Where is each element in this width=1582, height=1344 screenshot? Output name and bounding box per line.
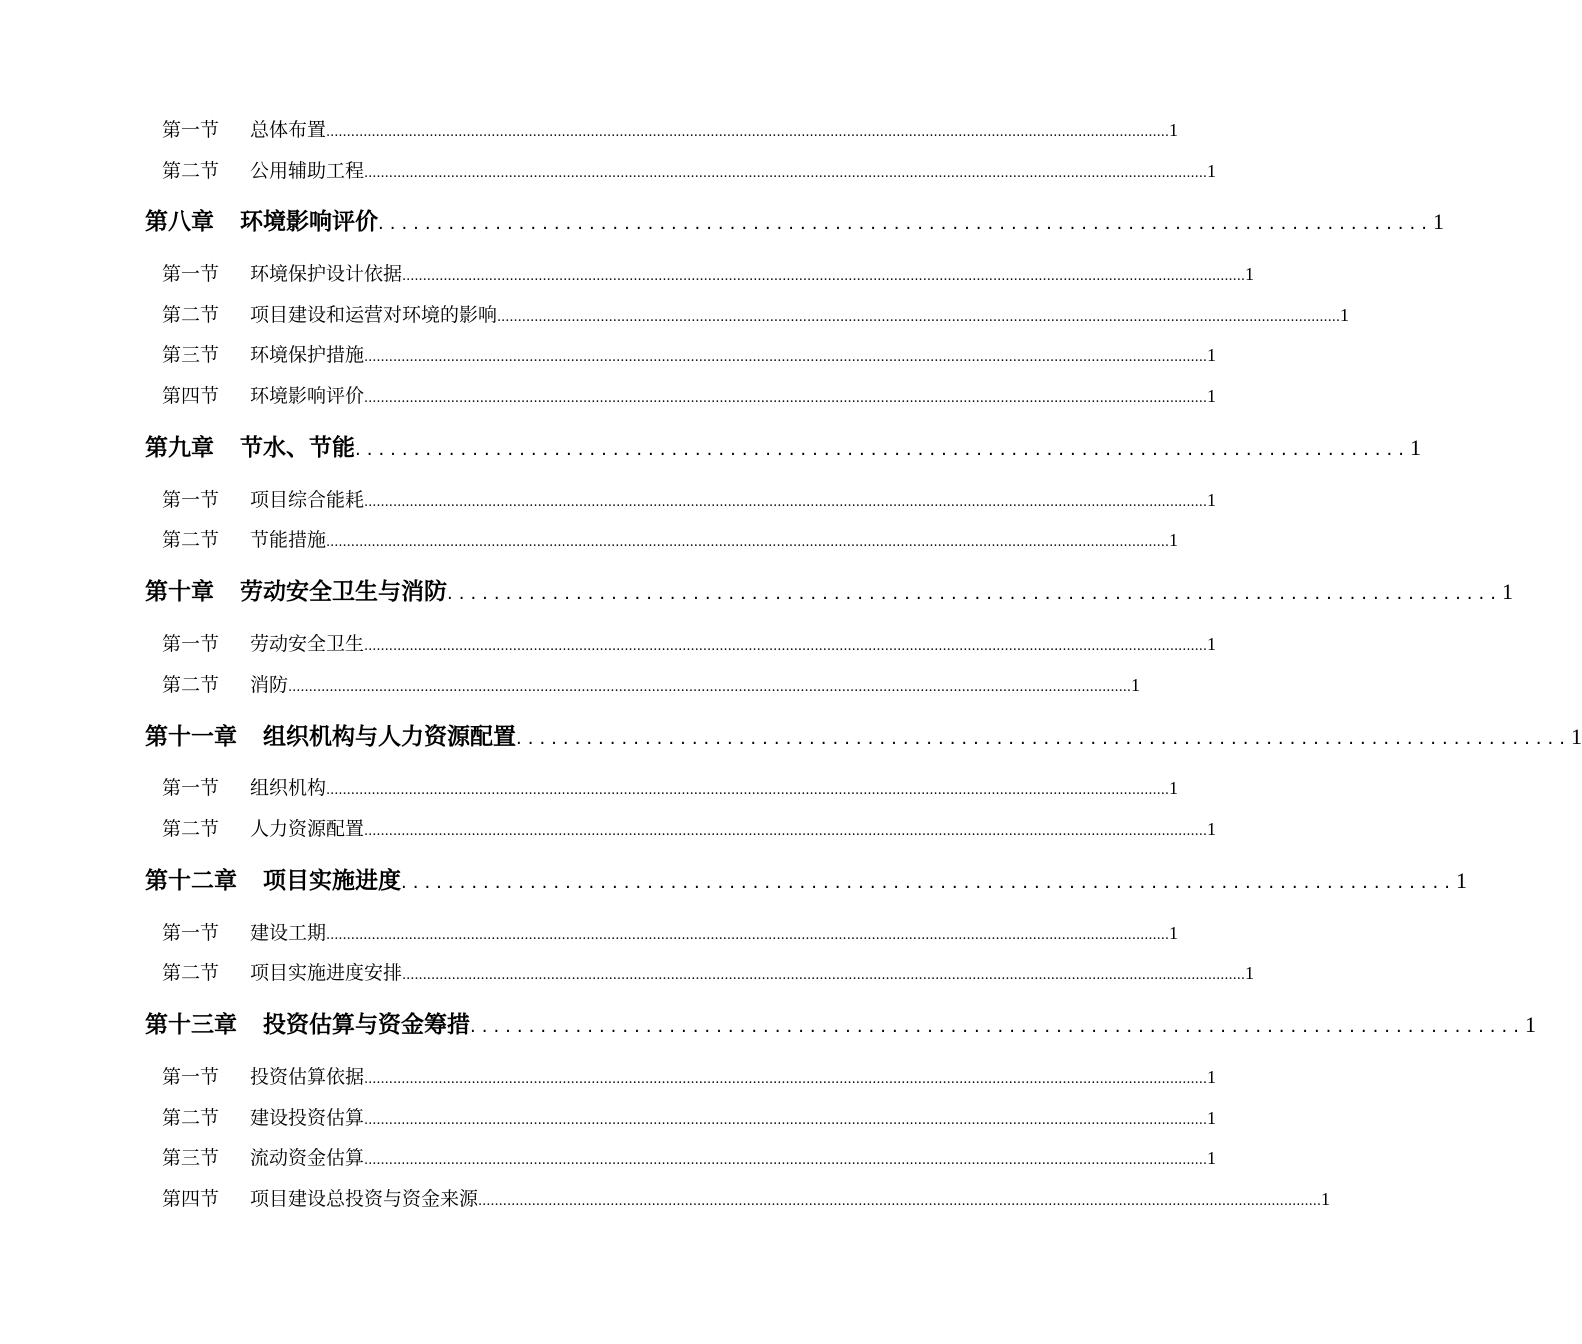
page-number: 1 <box>1207 819 1217 839</box>
dot-leader: .......................................................................................... <box>516 728 1571 749</box>
section-number: 第一节 <box>162 777 220 799</box>
chapter-number: 第十二章 <box>145 868 237 894</box>
section-title: 流动资金估算 <box>250 1147 365 1169</box>
dot-leader: ............................................................................................................................................................................................................ <box>326 783 1170 798</box>
dot-leader: ............................................................................................................................................................................................................ <box>364 639 1208 654</box>
dot-leader: ............................................................................................................................................................................................................ <box>364 1072 1208 1087</box>
section-number: 第二节 <box>162 818 220 840</box>
dot-leader: ............................................................................................................................................................................................................ <box>402 269 1246 284</box>
toc-chapter-entry[interactable] <box>145 1010 1536 1040</box>
section-number: 第四节 <box>162 1188 220 1210</box>
section-title: 人力资源配置 <box>250 818 365 840</box>
dot-leader: .......................................................................................... <box>447 583 1502 604</box>
toc-section-entry[interactable] <box>162 303 1350 327</box>
page-number: 1 <box>1207 1108 1217 1128</box>
dot-leader: ............................................................................................................................................................................................................ <box>326 928 1170 943</box>
page-number: 1 <box>1321 1189 1331 1209</box>
section-title: 项目综合能耗 <box>250 489 365 511</box>
toc-section-entry[interactable] <box>162 961 1255 985</box>
dot-leader: ............................................................................................................................................................................................................ <box>364 495 1208 510</box>
section-title: 消防 <box>250 674 289 696</box>
page-number: 1 <box>1131 675 1141 695</box>
dot-leader: ............................................................................................................................................................................................................ <box>402 968 1246 983</box>
page-number: 1 <box>1207 386 1217 406</box>
section-title: 劳动安全卫生 <box>250 633 365 655</box>
chapter-title: 投资估算与资金筹措 <box>263 1012 470 1038</box>
toc-section-entry[interactable] <box>162 1106 1217 1130</box>
section-title: 投资估算依据 <box>250 1066 365 1088</box>
page-number: 1 <box>1207 490 1217 510</box>
page-number: 1 <box>1169 120 1179 140</box>
section-title: 环境影响评价 <box>250 385 365 407</box>
dot-leader: ............................................................................................................................................................................................................ <box>364 391 1208 406</box>
page-number: 1 <box>1409 435 1421 460</box>
toc-section-entry[interactable] <box>162 776 1179 800</box>
section-number: 第二节 <box>162 304 220 326</box>
chapter-number: 第十三章 <box>145 1012 237 1038</box>
chapter-title: 节水、节能 <box>240 435 355 461</box>
section-title: 项目建设和运营对环境的影响 <box>250 304 498 326</box>
dot-leader: .......................................................................................... <box>378 213 1433 234</box>
dot-leader: .......................................................................................... <box>355 439 1410 460</box>
dot-leader: .......................................................................................... <box>470 1016 1525 1037</box>
toc-section-entry[interactable] <box>162 1187 1331 1211</box>
toc-section-entry[interactable] <box>162 488 1217 512</box>
toc-chapter-entry[interactable] <box>145 577 1513 607</box>
chapter-title: 组织机构与人力资源配置 <box>263 724 516 750</box>
page-number: 1 <box>1501 579 1513 604</box>
chapter-number: 第九章 <box>145 435 214 461</box>
section-title: 环境保护措施 <box>250 344 365 366</box>
dot-leader: ............................................................................................................................................................................................................ <box>288 680 1132 695</box>
section-number: 第二节 <box>162 160 220 182</box>
section-number: 第一节 <box>162 922 220 944</box>
toc-section-entry[interactable] <box>162 343 1217 367</box>
toc-section-entry[interactable] <box>162 632 1217 656</box>
page-number: 1 <box>1340 305 1350 325</box>
section-number: 第三节 <box>162 1147 220 1169</box>
section-title: 建设投资估算 <box>250 1107 365 1129</box>
toc-section-entry[interactable] <box>162 262 1255 286</box>
section-number: 第二节 <box>162 1107 220 1129</box>
page-number: 1 <box>1207 634 1217 654</box>
page-number: 1 <box>1207 1067 1217 1087</box>
section-title: 总体布置 <box>250 119 327 141</box>
section-title: 项目实施进度安排 <box>250 962 403 984</box>
toc-section-entry[interactable] <box>162 1146 1217 1170</box>
chapter-number: 第十一章 <box>145 724 237 750</box>
section-title: 组织机构 <box>250 777 327 799</box>
section-number: 第二节 <box>162 962 220 984</box>
dot-leader: .......................................................................................... <box>401 872 1456 893</box>
dot-leader: ............................................................................................................................................................................................................ <box>326 535 1170 550</box>
chapter-title: 环境影响评价 <box>240 209 378 235</box>
section-title: 环境保护设计依据 <box>250 263 403 285</box>
page-number: 1 <box>1169 778 1179 798</box>
page-number: 1 <box>1245 264 1255 284</box>
page-number: 1 <box>1432 209 1444 234</box>
page-number: 1 <box>1169 923 1179 943</box>
section-number: 第四节 <box>162 385 220 407</box>
page-number: 1 <box>1455 868 1467 893</box>
toc-section-entry[interactable] <box>162 817 1217 841</box>
chapter-title: 劳动安全卫生与消防 <box>240 579 447 605</box>
page-number: 1 <box>1207 345 1217 365</box>
section-number: 第二节 <box>162 674 220 696</box>
section-number: 第一节 <box>162 489 220 511</box>
page-number: 1 <box>1245 963 1255 983</box>
toc-chapter-entry[interactable] <box>145 433 1421 463</box>
dot-leader: ............................................................................................................................................................................................................ <box>364 1113 1208 1128</box>
dot-leader: ............................................................................................................................................................................................................ <box>364 350 1208 365</box>
section-title: 公用辅助工程 <box>250 160 365 182</box>
toc-chapter-entry[interactable] <box>145 722 1582 752</box>
section-number: 第三节 <box>162 344 220 366</box>
dot-leader: ............................................................................................................................................................................................................ <box>364 166 1208 181</box>
page-number: 1 <box>1570 724 1582 749</box>
section-number: 第一节 <box>162 263 220 285</box>
toc-section-entry[interactable] <box>162 673 1141 697</box>
toc-chapter-entry[interactable] <box>145 207 1444 237</box>
section-number: 第二节 <box>162 529 220 551</box>
dot-leader: ............................................................................................................................................................................................................ <box>478 1194 1322 1209</box>
page-number: 1 <box>1169 530 1179 550</box>
page-number: 1 <box>1207 1148 1217 1168</box>
page-number: 1 <box>1207 161 1217 181</box>
page-number: 1 <box>1524 1012 1536 1037</box>
toc-section-entry[interactable] <box>162 1065 1217 1089</box>
toc-section-entry[interactable] <box>162 921 1179 945</box>
section-number: 第一节 <box>162 1066 220 1088</box>
section-title: 建设工期 <box>250 922 327 944</box>
dot-leader: ............................................................................................................................................................................................................ <box>364 1153 1208 1168</box>
toc-section-entry[interactable] <box>162 159 1217 183</box>
dot-leader: ............................................................................................................................................................................................................ <box>326 125 1170 140</box>
dot-leader: ............................................................................................................................................................................................................ <box>497 310 1341 325</box>
toc-section-entry[interactable] <box>162 528 1179 552</box>
toc-section-entry[interactable] <box>162 118 1179 142</box>
section-title: 节能措施 <box>250 529 327 551</box>
section-title: 项目建设总投资与资金来源 <box>250 1188 479 1210</box>
chapter-number: 第十章 <box>145 579 214 605</box>
toc-section-entry[interactable] <box>162 384 1217 408</box>
dot-leader: ............................................................................................................................................................................................................ <box>364 824 1208 839</box>
section-number: 第一节 <box>162 119 220 141</box>
section-number: 第一节 <box>162 633 220 655</box>
toc-chapter-entry[interactable] <box>145 866 1467 896</box>
chapter-title: 项目实施进度 <box>263 868 401 894</box>
chapter-number: 第八章 <box>145 209 214 235</box>
